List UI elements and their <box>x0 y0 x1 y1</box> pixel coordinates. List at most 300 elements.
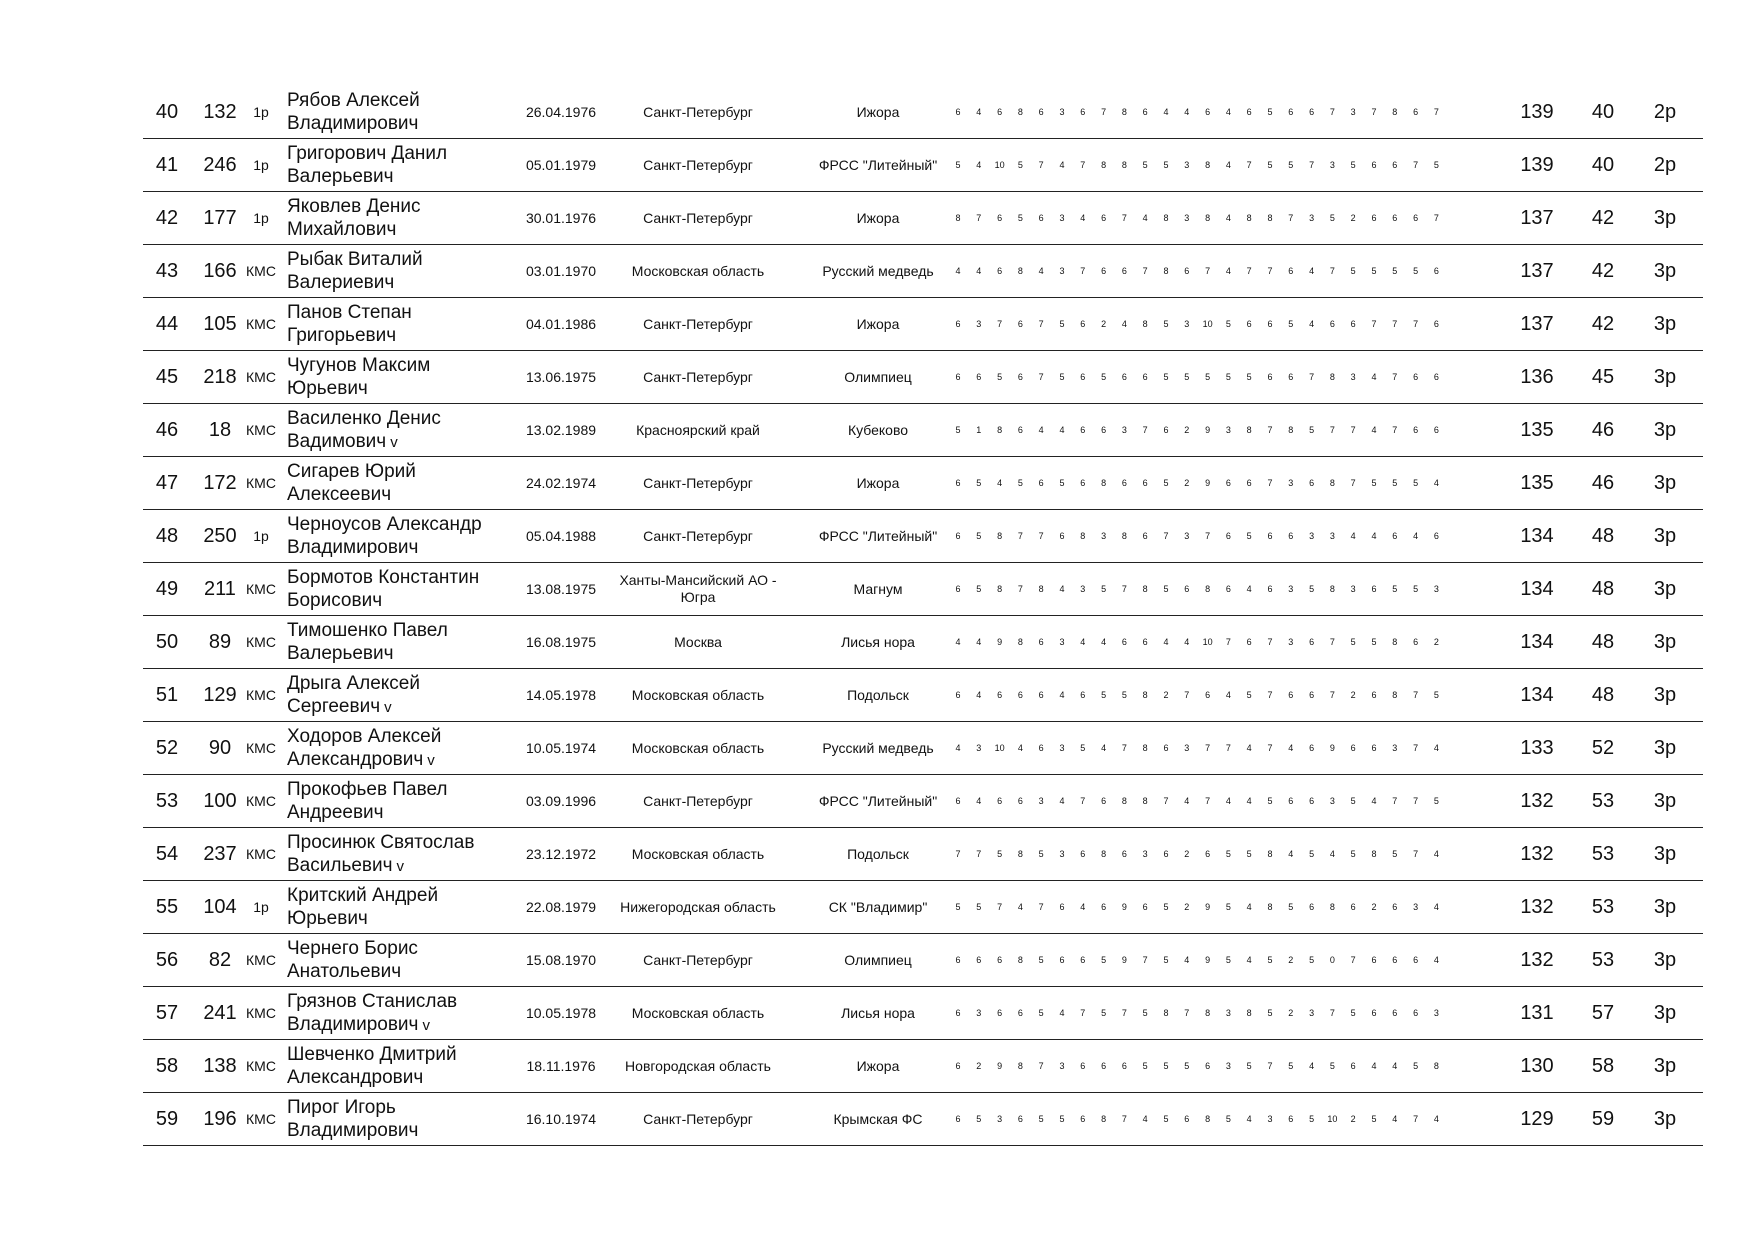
series-score: 3 <box>1184 160 1190 170</box>
series-score: 4 <box>976 690 982 700</box>
series-score: 8 <box>1101 478 1107 488</box>
series-score: 4 <box>1038 266 1044 276</box>
series-scores <box>950 934 1670 986</box>
patronymic-text: Валериевич <box>287 272 395 293</box>
series-score: 4 <box>1371 796 1377 806</box>
series-score: 6 <box>1433 425 1439 435</box>
series-score: 6 <box>1080 1061 1086 1071</box>
series-score: 7 <box>1433 107 1439 117</box>
series-score: 8 <box>1205 1008 1211 1018</box>
athlete-patronymic <box>287 377 430 400</box>
series-score: 5 <box>1329 213 1335 223</box>
series-score: 8 <box>1101 1114 1107 1124</box>
series-score: 6 <box>997 266 1003 276</box>
series-score: 2 <box>1184 849 1190 859</box>
table-row <box>143 245 1703 298</box>
series-score: 5 <box>1392 266 1398 276</box>
series-score: 5 <box>1225 902 1231 912</box>
place-cell: 56 <box>155 948 179 971</box>
birth-date-cell: 04.01.1986 <box>525 316 597 332</box>
series-score: 9 <box>1205 425 1211 435</box>
region-cell: Красноярский край <box>636 421 760 438</box>
series-score: 6 <box>1246 107 1252 117</box>
region-cell: Нижегородская область <box>620 898 776 915</box>
series-score: 4 <box>1329 849 1335 859</box>
series-score: 6 <box>1101 902 1107 912</box>
series-score: 3 <box>1309 531 1315 541</box>
position-cell: 40 <box>1591 100 1615 123</box>
position-cell: 42 <box>1591 312 1615 335</box>
series-score: 5 <box>997 372 1003 382</box>
series-score: 5 <box>1142 160 1148 170</box>
series-score: 6 <box>1433 319 1439 329</box>
series-score: 6 <box>1101 1061 1107 1071</box>
series-score: 6 <box>1038 743 1044 753</box>
series-score: 5 <box>1433 160 1439 170</box>
table-row <box>143 1040 1703 1093</box>
series-score: 6 <box>1017 1008 1023 1018</box>
region-cell: Санкт-Петербург <box>643 792 753 809</box>
series-score: 7 <box>1184 690 1190 700</box>
series-score: 2 <box>1288 955 1294 965</box>
series-score: 10 <box>994 743 1005 753</box>
series-score: 6 <box>1392 213 1398 223</box>
position-cell: 53 <box>1591 948 1615 971</box>
series-score: 7 <box>1163 796 1169 806</box>
series-score: 3 <box>1288 637 1294 647</box>
patronymic-text: Владимирович <box>287 113 419 134</box>
place-cell: 55 <box>155 895 179 918</box>
athlete-surname-given: Пирог Игорь <box>287 1097 396 1118</box>
place-cell: 59 <box>155 1107 179 1130</box>
athlete-name-cell <box>287 616 512 668</box>
series-score: 4 <box>1184 637 1190 647</box>
table-row <box>143 616 1703 669</box>
series-score: 6 <box>1309 743 1315 753</box>
series-score: 4 <box>1225 160 1231 170</box>
series-score: 4 <box>1059 690 1065 700</box>
sport-rank-cell: КМС <box>246 263 276 279</box>
club-cell: ФРСС "Литейный" <box>818 793 938 809</box>
sport-rank-cell: КМС <box>246 581 276 597</box>
series-score: 5 <box>1225 1114 1231 1124</box>
series-score: 6 <box>1413 955 1419 965</box>
series-score: 7 <box>1163 531 1169 541</box>
athlete-name-cell <box>287 139 512 191</box>
series-score: 6 <box>1392 902 1398 912</box>
series-score: 6 <box>1371 160 1377 170</box>
series-score: 5 <box>1059 478 1065 488</box>
category-cell: 3р <box>1653 365 1677 388</box>
series-score: 3 <box>1059 266 1065 276</box>
athlete-surname-given: Критский Андрей <box>287 885 439 906</box>
athlete-surname-given: Рыбак Виталий <box>287 249 423 270</box>
athlete-patronymic <box>287 801 447 824</box>
category-cell: 3р <box>1653 418 1677 441</box>
series-score: 5 <box>1267 107 1273 117</box>
series-score: 5 <box>1225 319 1231 329</box>
total-score-cell: 134 <box>1520 630 1554 653</box>
bib-number-cell: 104 <box>203 895 237 918</box>
birth-date-cell: 03.09.1996 <box>525 793 597 809</box>
series-score: 3 <box>1059 743 1065 753</box>
series-score: 5 <box>1350 637 1356 647</box>
series-score: 5 <box>1038 849 1044 859</box>
series-score: 6 <box>1246 319 1252 329</box>
series-score: 7 <box>1225 637 1231 647</box>
series-score: 5 <box>1246 690 1252 700</box>
patronymic-text: Владимирович <box>287 1120 419 1141</box>
series-score: 3 <box>1350 584 1356 594</box>
series-score: 7 <box>1350 478 1356 488</box>
series-score: 4 <box>1288 743 1294 753</box>
series-score: 5 <box>976 1114 982 1124</box>
series-score: 7 <box>1413 1114 1419 1124</box>
table-row <box>143 563 1703 616</box>
series-score: 5 <box>955 902 961 912</box>
series-score: 8 <box>997 584 1003 594</box>
series-score: 6 <box>997 955 1003 965</box>
patronymic-text: Валерьевич <box>287 166 394 187</box>
series-score: 6 <box>1288 531 1294 541</box>
club-cell: СК "Владимир" <box>828 899 928 915</box>
total-score-cell: 135 <box>1520 418 1554 441</box>
series-score: 8 <box>1392 637 1398 647</box>
series-score: 5 <box>1267 796 1273 806</box>
series-score: 6 <box>1038 690 1044 700</box>
sport-rank-cell: КМС <box>246 422 276 438</box>
patronymic-text: Анатольевич <box>287 961 402 982</box>
series-score: 6 <box>1101 213 1107 223</box>
series-score: 7 <box>1038 531 1044 541</box>
series-score: 5 <box>976 902 982 912</box>
series-score: 7 <box>1413 849 1419 859</box>
birth-date-cell: 10.05.1978 <box>525 1005 597 1021</box>
place-cell: 49 <box>155 577 179 600</box>
series-score: 8 <box>1246 425 1252 435</box>
athlete-name-cell <box>287 987 512 1039</box>
series-score: 7 <box>1371 107 1377 117</box>
sport-rank-cell: КМС <box>246 475 276 491</box>
series-score: 6 <box>1350 743 1356 753</box>
series-score: 8 <box>1329 478 1335 488</box>
series-score: 1 <box>976 425 982 435</box>
series-score: 4 <box>955 266 961 276</box>
series-score: 2 <box>1350 213 1356 223</box>
series-score: 5 <box>1350 1008 1356 1018</box>
club-cell: Ижора <box>856 316 900 332</box>
birth-date-cell: 30.01.1976 <box>525 210 597 226</box>
series-score: 6 <box>955 107 961 117</box>
patronymic-text: Александрович <box>287 748 424 770</box>
table-row <box>143 139 1703 192</box>
series-score: 4 <box>955 637 961 647</box>
series-score: 6 <box>1371 584 1377 594</box>
series-score: 8 <box>1121 160 1127 170</box>
series-score: 8 <box>1329 372 1335 382</box>
series-score: 6 <box>1080 372 1086 382</box>
series-score: 4 <box>1392 1061 1398 1071</box>
series-score: 4 <box>1433 902 1439 912</box>
category-cell: 3р <box>1653 471 1677 494</box>
results-table <box>143 86 1703 1146</box>
series-score: 4 <box>1225 690 1231 700</box>
series-score: 6 <box>1413 1008 1419 1018</box>
place-cell: 41 <box>155 153 179 176</box>
series-score: 4 <box>1433 849 1439 859</box>
series-scores <box>950 722 1670 774</box>
series-score: 5 <box>1038 1114 1044 1124</box>
patronymic-text: Юрьевич <box>287 908 368 929</box>
series-score: 4 <box>1433 478 1439 488</box>
series-score: 7 <box>1350 955 1356 965</box>
sport-rank-cell: КМС <box>246 634 276 650</box>
category-cell: 3р <box>1653 1054 1677 1077</box>
bib-number-cell: 196 <box>203 1107 237 1130</box>
athlete-name-cell <box>287 351 512 403</box>
series-score: 5 <box>1163 584 1169 594</box>
series-score: 4 <box>1163 637 1169 647</box>
series-scores <box>950 404 1670 456</box>
series-score: 4 <box>1225 796 1231 806</box>
region-cell: Московская область <box>631 845 765 862</box>
region-cell: Санкт-Петербург <box>643 315 753 332</box>
series-score: 8 <box>1163 213 1169 223</box>
athlete-surname-given: Чернего Борис <box>287 938 418 959</box>
series-score: 3 <box>976 1008 982 1018</box>
birth-date-cell: 16.08.1975 <box>525 634 597 650</box>
series-score: 7 <box>1309 160 1315 170</box>
athlete-patronymic <box>287 748 441 772</box>
bib-number-cell: 18 <box>208 418 232 441</box>
category-cell: 3р <box>1653 630 1677 653</box>
series-score: 7 <box>1038 1061 1044 1071</box>
birth-date-cell: 05.01.1979 <box>525 157 597 173</box>
series-score: 5 <box>1163 478 1169 488</box>
series-score: 5 <box>1350 160 1356 170</box>
series-score: 5 <box>1309 1114 1315 1124</box>
series-score: 6 <box>1184 1114 1190 1124</box>
athlete-patronymic <box>287 854 474 878</box>
series-score: 8 <box>1121 107 1127 117</box>
athlete-surname-given: Василенко Денис <box>287 407 441 429</box>
series-score: 5 <box>1142 1008 1148 1018</box>
series-score: 4 <box>1309 266 1315 276</box>
series-score: 9 <box>1329 743 1335 753</box>
series-score: 7 <box>1329 690 1335 700</box>
category-cell: 2р <box>1653 100 1677 123</box>
series-score: 7 <box>1225 743 1231 753</box>
series-score: 9 <box>1205 478 1211 488</box>
series-score: 8 <box>1329 584 1335 594</box>
series-score: 5 <box>1246 1061 1252 1071</box>
category-cell: 3р <box>1653 577 1677 600</box>
series-score: 4 <box>1080 213 1086 223</box>
birth-date-cell: 22.08.1979 <box>525 899 597 915</box>
series-score: 3 <box>1184 743 1190 753</box>
series-score: 7 <box>1121 1008 1127 1018</box>
series-score: 6 <box>1080 690 1086 700</box>
athlete-patronymic <box>287 271 423 294</box>
athlete-surname-given: Бормотов Константин <box>287 567 480 588</box>
series-score: 6 <box>1288 107 1294 117</box>
series-score: 4 <box>1184 796 1190 806</box>
series-score: 7 <box>1267 743 1273 753</box>
table-row <box>143 828 1703 881</box>
series-score: 9 <box>997 637 1003 647</box>
series-score: 4 <box>1371 1061 1377 1071</box>
series-score: 6 <box>1101 266 1107 276</box>
series-score: 5 <box>1080 743 1086 753</box>
bib-number-cell: 237 <box>203 842 237 865</box>
series-score: 5 <box>1392 478 1398 488</box>
patronymic-text: Валерьевич <box>287 643 394 664</box>
series-score: 2 <box>1184 425 1190 435</box>
total-score-cell: 134 <box>1520 577 1554 600</box>
series-score: 5 <box>1205 372 1211 382</box>
series-score: 6 <box>1371 213 1377 223</box>
bib-number-cell: 90 <box>208 736 232 759</box>
sport-rank-cell: КМС <box>246 369 276 385</box>
series-score: 8 <box>997 531 1003 541</box>
club-cell: Олимпиец <box>844 952 912 968</box>
athlete-patronymic <box>287 165 447 188</box>
table-row <box>143 298 1703 351</box>
series-score: 6 <box>1080 478 1086 488</box>
series-score: 2 <box>976 1061 982 1071</box>
series-score: 3 <box>1267 1114 1273 1124</box>
series-score: 8 <box>1142 796 1148 806</box>
series-score: 6 <box>1163 425 1169 435</box>
series-score: 3 <box>1080 584 1086 594</box>
series-score: 7 <box>1142 425 1148 435</box>
place-cell: 46 <box>155 418 179 441</box>
series-score: 4 <box>1246 902 1252 912</box>
athlete-patronymic <box>287 960 418 983</box>
region-cell: Санкт-Петербург <box>643 156 753 173</box>
series-score: 6 <box>1309 107 1315 117</box>
series-score: 5 <box>1163 955 1169 965</box>
athlete-patronymic <box>287 112 420 135</box>
series-scores <box>950 139 1670 191</box>
series-score: 6 <box>1163 849 1169 859</box>
series-score: 5 <box>955 160 961 170</box>
patronymic-text: Сергеевич <box>287 695 381 717</box>
series-score: 6 <box>1288 690 1294 700</box>
sport-rank-cell: КМС <box>246 793 276 809</box>
series-score: 4 <box>1142 213 1148 223</box>
series-score: 7 <box>1246 160 1252 170</box>
series-scores <box>950 1093 1670 1145</box>
bib-number-cell: 246 <box>203 153 237 176</box>
series-score: 6 <box>1101 796 1107 806</box>
region-cell: Ханты-Мансийский АО - Югра <box>619 572 777 605</box>
series-score: 4 <box>1288 849 1294 859</box>
position-cell: 48 <box>1591 683 1615 706</box>
series-score: 6 <box>1413 107 1419 117</box>
place-cell: 54 <box>155 842 179 865</box>
sport-rank-cell: КМС <box>246 1005 276 1021</box>
series-score: 6 <box>1413 425 1419 435</box>
series-score: 5 <box>1059 1114 1065 1124</box>
position-cell: 53 <box>1591 842 1615 865</box>
athlete-name-cell <box>287 775 512 827</box>
series-score: 6 <box>1246 637 1252 647</box>
total-score-cell: 137 <box>1520 206 1554 229</box>
series-score: 6 <box>1288 796 1294 806</box>
series-score: 4 <box>1392 1114 1398 1124</box>
series-score: 6 <box>1142 478 1148 488</box>
series-score: 5 <box>1413 584 1419 594</box>
series-score: 3 <box>1142 849 1148 859</box>
series-score: 6 <box>955 690 961 700</box>
series-score: 6 <box>997 690 1003 700</box>
position-cell: 58 <box>1591 1054 1615 1077</box>
athlete-surname-given: Яковлев Денис <box>287 196 421 217</box>
series-score: 8 <box>1038 584 1044 594</box>
series-scores <box>950 510 1670 562</box>
series-score: 6 <box>1017 372 1023 382</box>
series-score: 4 <box>1101 743 1107 753</box>
category-cell: 3р <box>1653 524 1677 547</box>
series-score: 3 <box>1184 531 1190 541</box>
birth-date-cell: 13.02.1989 <box>525 422 597 438</box>
athlete-name-cell <box>287 192 512 244</box>
series-score: 5 <box>1371 1114 1377 1124</box>
veteran-mark: v <box>390 433 398 451</box>
series-score: 8 <box>1101 849 1107 859</box>
series-score: 7 <box>976 849 982 859</box>
series-score: 5 <box>1371 266 1377 276</box>
series-score: 7 <box>1413 690 1419 700</box>
patronymic-text: Андреевич <box>287 802 384 823</box>
series-score: 7 <box>1080 266 1086 276</box>
series-score: 6 <box>1059 955 1065 965</box>
birth-date-cell: 18.11.1976 <box>526 1058 596 1074</box>
series-score: 6 <box>1184 266 1190 276</box>
series-score: 10 <box>994 160 1005 170</box>
series-score: 6 <box>1371 955 1377 965</box>
series-score: 7 <box>1267 690 1273 700</box>
series-score: 2 <box>1371 902 1377 912</box>
sport-rank-cell: КМС <box>246 1111 276 1127</box>
athlete-name-cell <box>287 669 512 721</box>
place-cell: 51 <box>155 683 179 706</box>
series-score: 6 <box>1288 1114 1294 1124</box>
series-score: 6 <box>955 478 961 488</box>
series-score: 7 <box>1392 372 1398 382</box>
club-cell: Ижора <box>856 210 900 226</box>
series-score: 3 <box>1225 425 1231 435</box>
series-score: 4 <box>1163 107 1169 117</box>
series-scores <box>950 192 1670 244</box>
bib-number-cell: 100 <box>203 789 237 812</box>
series-score: 7 <box>1080 1008 1086 1018</box>
place-cell: 58 <box>155 1054 179 1077</box>
series-score: 6 <box>955 796 961 806</box>
series-score: 7 <box>1392 319 1398 329</box>
series-score: 7 <box>1017 584 1023 594</box>
table-row <box>143 1093 1703 1146</box>
table-row <box>143 351 1703 404</box>
series-score: 6 <box>1142 531 1148 541</box>
series-score: 6 <box>1413 213 1419 223</box>
birth-date-cell: 24.02.1974 <box>525 475 597 491</box>
total-score-cell: 135 <box>1520 471 1554 494</box>
series-score: 6 <box>1142 107 1148 117</box>
series-score: 4 <box>1246 955 1252 965</box>
series-score: 6 <box>1225 531 1231 541</box>
